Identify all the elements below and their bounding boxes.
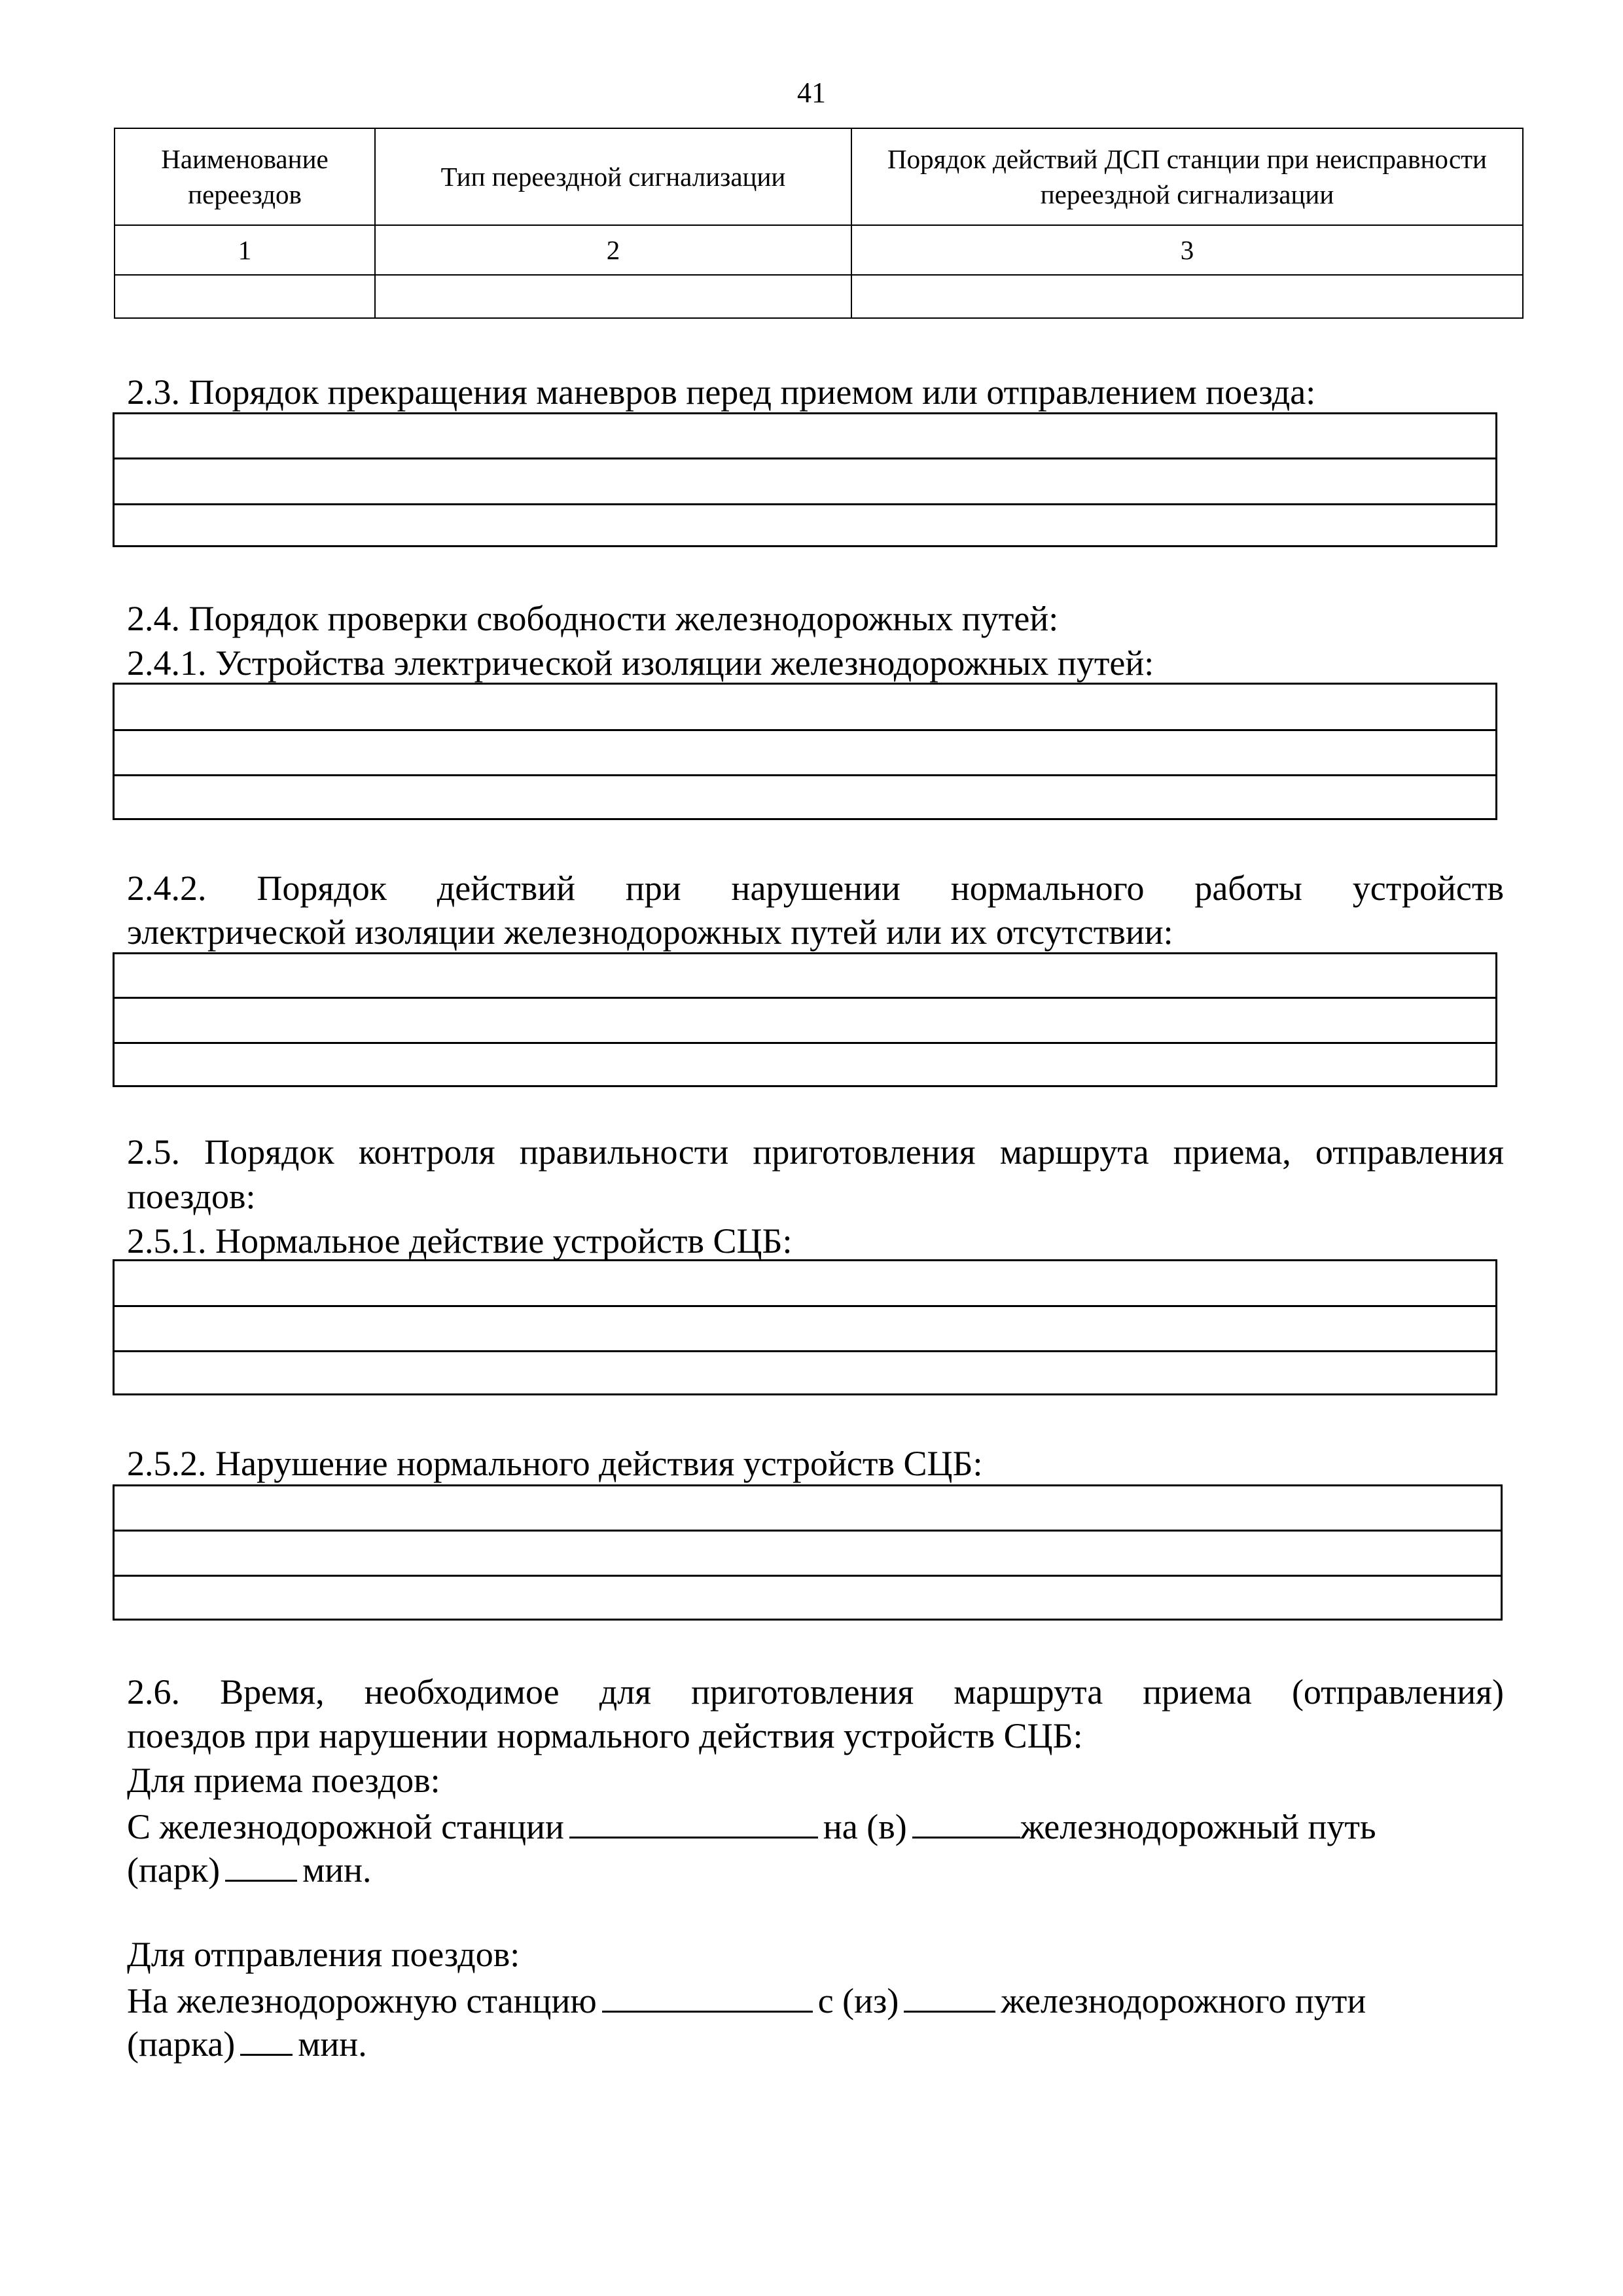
column-number: 1 bbox=[115, 225, 375, 275]
ruled-line bbox=[115, 457, 1495, 459]
table-column-number-row bbox=[115, 225, 1523, 275]
minutes-blank[interactable] bbox=[225, 1846, 297, 1882]
departure-from-track-label: с (из) bbox=[817, 1981, 899, 2020]
answer-box-2-4-1[interactable] bbox=[113, 683, 1497, 820]
table-cell[interactable] bbox=[375, 275, 851, 318]
section-2-4-2-line2: электрической изоляции железнодорожных путей или их отсутствии: bbox=[127, 912, 1173, 952]
ruled-line bbox=[115, 729, 1495, 731]
departure-track-label: железнодорожного пути bbox=[1001, 1981, 1366, 2020]
track-number-blank[interactable] bbox=[912, 1803, 1020, 1839]
station-name-blank[interactable] bbox=[569, 1803, 818, 1839]
section-2-5-line2: поездов: bbox=[127, 1177, 256, 1216]
ruled-line bbox=[115, 1350, 1495, 1352]
departure-to-station-label: На железнодорожную станцию bbox=[127, 1981, 597, 2020]
column-number: 3 bbox=[851, 225, 1523, 275]
section-2-6-line1: 2.6. Время, необходимое для приготовления маршрута приема (отправления) bbox=[127, 1672, 1504, 1712]
header-crossing-name: Наименование переездов bbox=[115, 128, 375, 225]
section-2-6-line2: поездов при нарушении нормального действия устройств СЦБ: bbox=[127, 1716, 1083, 1755]
table-cell[interactable] bbox=[851, 275, 1523, 318]
reception-track-label: железнодорожный путь bbox=[1020, 1807, 1376, 1846]
reception-time-line bbox=[127, 1846, 1504, 1892]
departure-heading: Для отправления поездов: bbox=[127, 1935, 520, 1974]
reception-minutes-label: мин. bbox=[302, 1850, 372, 1890]
departure-minutes-label: мин. bbox=[298, 2024, 367, 2064]
track-number-blank[interactable] bbox=[904, 1977, 995, 2013]
table-row bbox=[115, 275, 1523, 318]
header-dsp-actions: Порядок действий ДСП станции при неисправности переездной сигнализации bbox=[851, 128, 1523, 225]
page-number: 41 bbox=[797, 77, 826, 109]
station-name-blank[interactable] bbox=[602, 1977, 813, 2013]
section-2-4-heading: 2.4. Порядок проверки свободности железнодорожных путей: bbox=[127, 599, 1059, 638]
section-2-5-line1: 2.5. Порядок контроля правильности приготовления маршрута приема, отправления bbox=[127, 1132, 1504, 1172]
section-2-5-2-heading: 2.5.2. Нарушение нормального действия устройств СЦБ: bbox=[127, 1444, 983, 1483]
departure-time-line bbox=[127, 2020, 1504, 2066]
minutes-blank[interactable] bbox=[240, 2020, 293, 2056]
ruled-line bbox=[115, 997, 1495, 999]
answer-box-2-3[interactable] bbox=[113, 412, 1497, 547]
table-cell[interactable] bbox=[115, 275, 375, 318]
section-2-4-2-line1: 2.4.2. Порядок действий при нарушении нормального работы устройств bbox=[127, 869, 1504, 908]
section-2-4-1-heading: 2.4.1. Устройства электрической изоляции железнодорожных путей: bbox=[127, 643, 1154, 683]
reception-to-track-label: на (в) bbox=[823, 1807, 907, 1846]
answer-box-2-5-1[interactable] bbox=[113, 1259, 1497, 1395]
reception-park-label: (парк) bbox=[127, 1850, 221, 1890]
ruled-line bbox=[115, 1530, 1501, 1532]
reception-line bbox=[127, 1803, 1504, 1848]
answer-box-2-5-2[interactable] bbox=[113, 1484, 1503, 1621]
ruled-line bbox=[115, 503, 1495, 505]
section-2-5-1-heading: 2.5.1. Нормальное действие устройств СЦБ: bbox=[127, 1221, 793, 1261]
crossing-signal-table bbox=[114, 128, 1524, 319]
reception-from-station-label: С железнодорожной станции bbox=[127, 1807, 564, 1846]
departure-park-label: (парка) bbox=[127, 2024, 236, 2064]
ruled-line bbox=[115, 1042, 1495, 1044]
ruled-line bbox=[115, 1575, 1501, 1577]
ruled-line bbox=[115, 774, 1495, 776]
header-signal-type: Тип переездной сигнализации bbox=[375, 128, 851, 225]
section-2-3-heading: 2.3. Порядок прекращения маневров перед приемом или отправлением поезда: bbox=[127, 372, 1316, 412]
reception-heading: Для приема поездов: bbox=[127, 1761, 440, 1800]
answer-box-2-4-2[interactable] bbox=[113, 952, 1497, 1087]
ruled-line bbox=[115, 1305, 1495, 1307]
departure-line bbox=[127, 1977, 1504, 2022]
table-header-row bbox=[115, 128, 1523, 225]
column-number: 2 bbox=[375, 225, 851, 275]
